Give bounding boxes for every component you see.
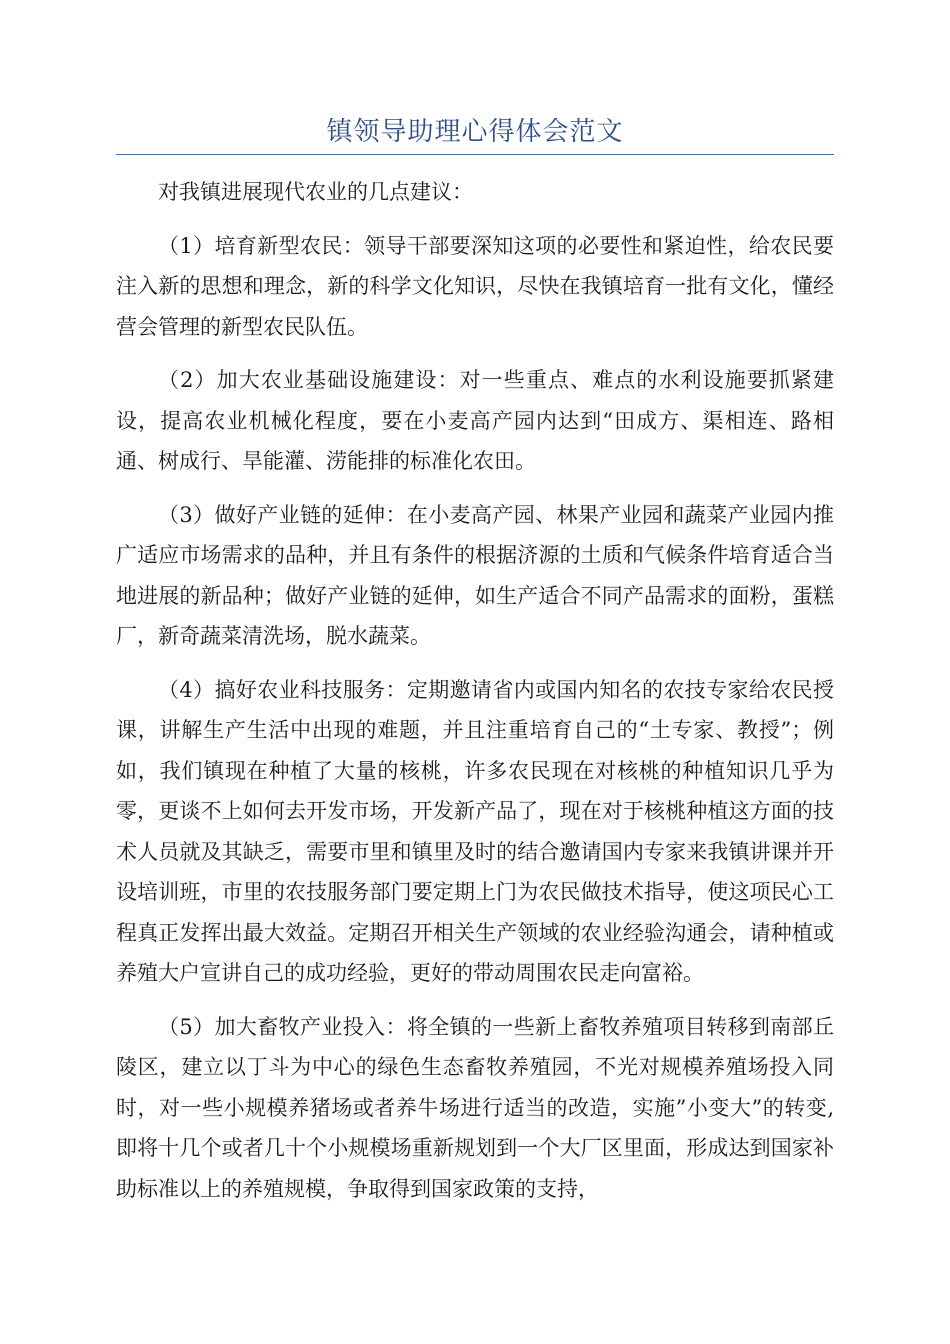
paragraph-3-industry-chain: （3）做好产业链的延伸：在小麦高产园、林果产业园和蔬菜产业园内推广适应市场需求的品种，并且有条件的根据济源的土质和气候条件培育适合当地进展的新品种；做好产业链的延伸，如生产适合不同产品需求的面粉，蛋糕厂，新奇蔬菜清洗场，脱水蔬菜。 bbox=[116, 502, 834, 648]
title-underline bbox=[116, 154, 834, 155]
paragraph-4-tech-service: （4）搞好农业科技服务：定期邀请省内或国内知名的农技专家给农民授课，讲解生产生活中出现的难题，并且注重培育自己的“土专家、教授”；例如，我们镇现在种植了大量的核桃，许多农民现在对核桃的种植知识几乎为零，更谈不上如何去开发市场，开发新产品了，现在对于核桃种植这方面的技术人员就及其缺乏，需要市里和镇里及时的结合邀请国内专家来我镇讲课并开设培训班，市里的农技服务部门要定期上门为农民做技术指导，使这项民心工程真正发挥出最大效益。定期召开相关生产领域的农业经验沟通会，请种植或养殖大户宣讲自己的成功经验，更好的带动周围农民走向富裕。 bbox=[116, 677, 834, 985]
document-title: 镇领导助理心得体会范文 bbox=[326, 117, 624, 147]
paragraph-1-new-farmers: （1）培育新型农民：领导干部要深知这项的必要性和紧迫性，给农民要注入新的思想和理念，新的科学文化知识，尽快在我镇培育一批有文化，懂经营会管理的新型农民队伍。 bbox=[116, 233, 834, 339]
paragraph-5-livestock: （5）加大畜牧产业投入：将全镇的一些新上畜牧养殖项目转移到南部丘陵区，建立以丁斗为中心的绿色生态畜牧养殖园，不光对规模养殖场投入同时，对一些小规模养猪场或者养牛场进行适当的改造，实施”小变大”的转变,即将十几个或者几十个小规模场重新规划到一个大厂区里面，形成达到国家补助标准以上的养殖规模，争取得到国家政策的支持， bbox=[116, 1014, 834, 1201]
document-body bbox=[116, 172, 834, 1222]
paragraph-intro: 对我镇进展现代农业的几点建议： bbox=[158, 180, 473, 204]
paragraph-2-infrastructure: （2）加大农业基础设施建设：对一些重点、难点的水利设施要抓紧建设，提高农业机械化程度，要在小麦高产园内达到“田成方、渠相连、路相通、树成行、旱能灌、涝能排的标准化农田。 bbox=[116, 368, 834, 473]
